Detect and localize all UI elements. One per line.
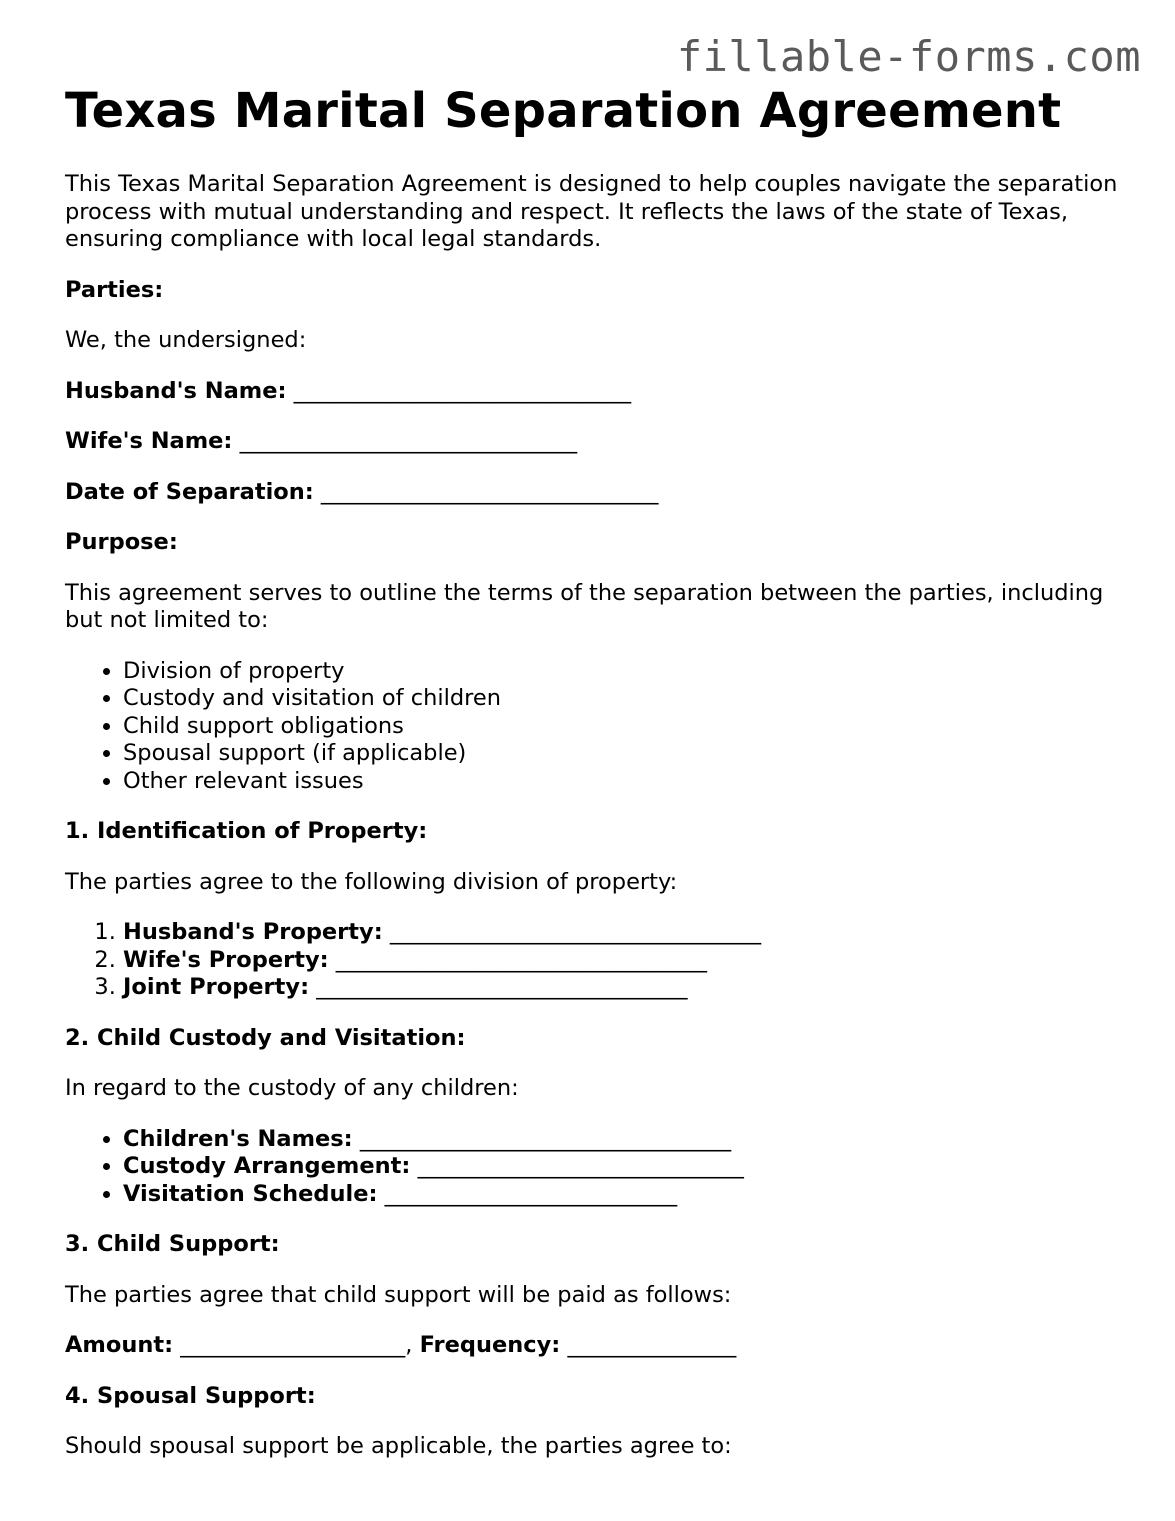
section1-heading [65,818,1125,846]
children-names-label: Children's Names: [123,1125,353,1152]
section2-heading [65,1025,1125,1053]
watermark: fillable-forms.com [676,32,1141,81]
purpose-list [65,658,1125,796]
list-item [123,974,1125,1002]
list-item [123,919,1125,947]
amount-field[interactable]: ____________________ [180,1332,406,1358]
section4-heading-text: 4. Spousal Support: [65,1382,316,1409]
wife-name-line [65,428,1125,456]
purpose-text: This agreement serves to outline the terms of the separation between the parties, including but not limited to: [65,579,1104,633]
husband-name-line [65,378,1125,406]
list-item [123,1181,1125,1209]
section2-text: In regard to the custody of any children: [65,1075,519,1101]
list-item [123,1153,1125,1181]
custody-list [65,1126,1125,1209]
section2-heading-text: 2. Child Custody and Visitation: [65,1024,466,1051]
purpose-heading-text: Purpose: [65,529,178,555]
frequency-label: Frequency: [419,1332,561,1358]
wife-property-field[interactable]: _________________________________ [335,946,708,973]
list-item [123,1126,1125,1154]
amount-label: Amount: [65,1332,174,1358]
list-item [123,947,1125,975]
visitation-schedule-label: Visitation Schedule: [123,1180,378,1207]
list-item: • Spousal support (if applicable) [123,740,1125,768]
joint-property-label: Joint Property: [123,974,310,1000]
husband-property-field[interactable]: _________________________________ [389,919,762,945]
child-support-line [65,1332,1125,1360]
custody-arrangement-label: Custody Arrangement: [123,1153,411,1179]
list-item: • Division of property [123,658,1125,686]
children-names-field[interactable]: _________________________________ [359,1125,732,1152]
section4-heading [65,1383,1125,1411]
list-item: • Child support obligations [123,713,1125,741]
document-page [65,84,1125,1461]
frequency-field[interactable]: _______________ [567,1332,737,1358]
section1-heading-text: 1. Identification of Property: [65,818,428,844]
husband-property-label: Husband's Property: [123,919,383,945]
wife-property-label: Wife's Property: [123,946,329,973]
section3-heading [65,1231,1125,1259]
separation-date-field[interactable]: ______________________________ [320,478,659,505]
husband-name-label: Husband's Name: [65,377,287,404]
property-list [65,919,1125,1002]
section3-text: The parties agree that child support will be paid as follows: [65,1281,732,1308]
parties-heading-text: Parties: [65,276,164,303]
document-title: Texas Marital Separation Agreement [65,83,1062,139]
parties-intro: We, the undersigned: [65,327,307,353]
list-item: • Custody and visitation of children [123,685,1125,713]
intro-paragraph: This Texas Marital Separation Agreement is designed to help couples navigate the separation process with mutual understanding and respect. It reflects the laws of the state of Texas, ensuring compliance with local legal standards. [65,171,1118,252]
wife-name-label: Wife's Name: [65,428,233,454]
purpose-heading [65,529,1125,557]
separator: , [405,1332,413,1358]
separation-date-line [65,479,1125,507]
wife-name-field[interactable]: ______________________________ [239,428,578,454]
custody-arrangement-field[interactable]: _____________________________ [417,1153,744,1179]
visitation-schedule-field[interactable]: __________________________ [384,1180,678,1207]
joint-property-field[interactable]: _________________________________ [316,974,688,1000]
list-item: • Other relevant issues [123,768,1125,796]
separation-date-label: Date of Separation: [65,478,314,505]
section3-heading-text: 3. Child Support: [65,1231,280,1257]
parties-heading [65,277,1125,305]
section1-text: The parties agree to the following division of property: [65,868,678,895]
section4-text: Should spousal support be applicable, the parties agree to: [65,1433,732,1459]
husband-name-field[interactable]: ______________________________ [293,377,632,404]
